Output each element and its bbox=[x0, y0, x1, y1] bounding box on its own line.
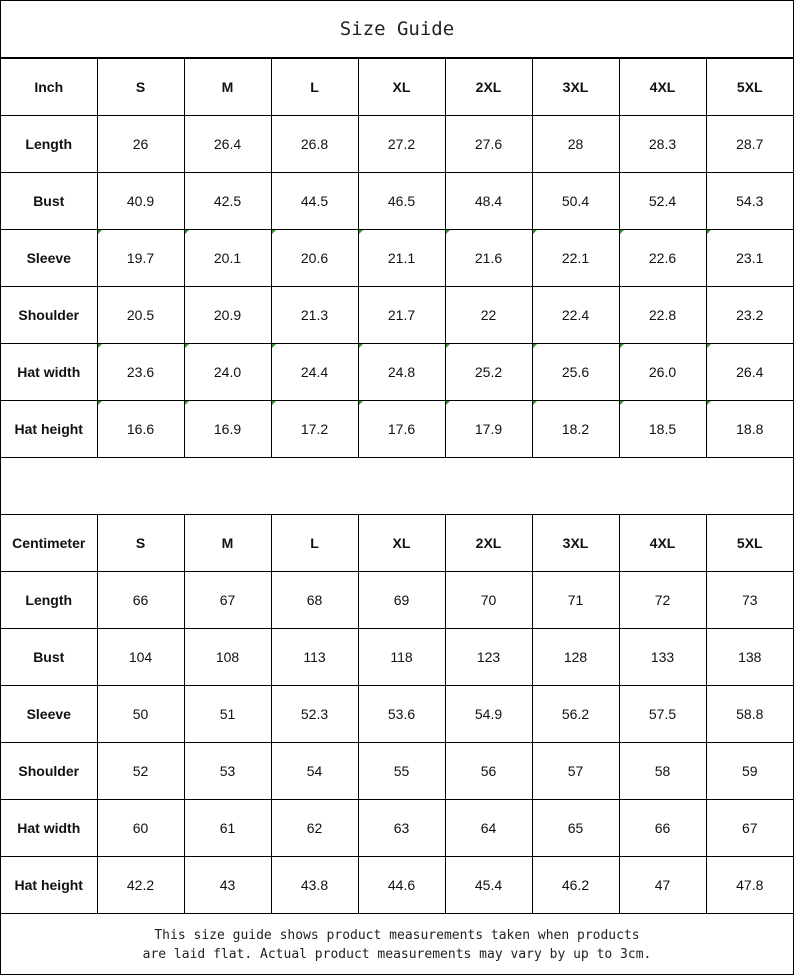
measurement-value-cell: 44.6 bbox=[358, 857, 445, 914]
measurement-value-cell: 72 bbox=[619, 572, 706, 629]
footnote-line-2: are laid flat. Actual product measurements may vary by up to 3cm. bbox=[142, 947, 652, 962]
measurement-value-cell: 54 bbox=[271, 743, 358, 800]
size-guide-sheet bbox=[1, 1, 793, 974]
measurement-value-cell: 65 bbox=[532, 800, 619, 857]
measurement-value-cell: 26.8 bbox=[271, 116, 358, 173]
measurement-value-cell: 22 bbox=[445, 287, 532, 344]
measurement-value-cell: 24.4 bbox=[271, 344, 358, 401]
measurement-value-cell: 22.1 bbox=[532, 230, 619, 287]
table-row bbox=[1, 800, 793, 857]
table-row bbox=[1, 173, 793, 230]
measurement-value-cell: 26 bbox=[97, 116, 184, 173]
measurement-value-cell: 53.6 bbox=[358, 686, 445, 743]
table-row bbox=[1, 857, 793, 914]
measurement-label-cell: Length bbox=[1, 572, 97, 629]
measurement-value-cell: 17.9 bbox=[445, 401, 532, 458]
measurement-value-cell: 138 bbox=[706, 629, 793, 686]
measurement-label-cell: Shoulder bbox=[1, 743, 97, 800]
measurement-value-cell: 104 bbox=[97, 629, 184, 686]
measurement-value-cell: 47.8 bbox=[706, 857, 793, 914]
measurement-value-cell: 113 bbox=[271, 629, 358, 686]
footnote-line-1: This size guide shows product measurements taken when products bbox=[154, 928, 640, 943]
unit-header-cell: Inch bbox=[1, 59, 97, 116]
size-header-cell: S bbox=[97, 515, 184, 572]
measurement-value-cell: 26.0 bbox=[619, 344, 706, 401]
measurement-value-cell: 68 bbox=[271, 572, 358, 629]
measurement-value-cell: 70 bbox=[445, 572, 532, 629]
measurement-value-cell: 56.2 bbox=[532, 686, 619, 743]
measurement-value-cell: 57 bbox=[532, 743, 619, 800]
measurement-value-cell: 23.1 bbox=[706, 230, 793, 287]
measurement-value-cell: 25.6 bbox=[532, 344, 619, 401]
measurement-value-cell: 73 bbox=[706, 572, 793, 629]
measurement-value-cell: 20.9 bbox=[184, 287, 271, 344]
measurement-label-cell: Hat width bbox=[1, 344, 97, 401]
measurement-value-cell: 40.9 bbox=[97, 173, 184, 230]
measurement-value-cell: 22.4 bbox=[532, 287, 619, 344]
measurement-label-cell: Hat height bbox=[1, 401, 97, 458]
size-header-cell: M bbox=[184, 515, 271, 572]
centimeter-size-table bbox=[1, 514, 793, 914]
measurement-value-cell: 44.5 bbox=[271, 173, 358, 230]
measurement-value-cell: 17.6 bbox=[358, 401, 445, 458]
measurement-value-cell: 46.2 bbox=[532, 857, 619, 914]
table-separator bbox=[1, 458, 793, 515]
measurement-value-cell: 71 bbox=[532, 572, 619, 629]
measurement-footnote bbox=[1, 914, 793, 964]
measurement-value-cell: 21.6 bbox=[445, 230, 532, 287]
measurement-value-cell: 26.4 bbox=[706, 344, 793, 401]
measurement-value-cell: 43.8 bbox=[271, 857, 358, 914]
measurement-value-cell: 54.3 bbox=[706, 173, 793, 230]
measurement-value-cell: 66 bbox=[619, 800, 706, 857]
size-header-cell: S bbox=[97, 59, 184, 116]
size-header-cell: XL bbox=[358, 59, 445, 116]
measurement-value-cell: 27.6 bbox=[445, 116, 532, 173]
measurement-label-cell: Sleeve bbox=[1, 230, 97, 287]
measurement-value-cell: 58.8 bbox=[706, 686, 793, 743]
measurement-value-cell: 25.2 bbox=[445, 344, 532, 401]
size-header-cell: 2XL bbox=[445, 515, 532, 572]
measurement-value-cell: 28.3 bbox=[619, 116, 706, 173]
measurement-value-cell: 23.2 bbox=[706, 287, 793, 344]
measurement-value-cell: 21.7 bbox=[358, 287, 445, 344]
measurement-value-cell: 61 bbox=[184, 800, 271, 857]
measurement-value-cell: 50.4 bbox=[532, 173, 619, 230]
measurement-value-cell: 27.2 bbox=[358, 116, 445, 173]
size-header-cell: M bbox=[184, 59, 271, 116]
measurement-value-cell: 21.3 bbox=[271, 287, 358, 344]
measurement-value-cell: 52.4 bbox=[619, 173, 706, 230]
measurement-value-cell: 19.7 bbox=[97, 230, 184, 287]
measurement-value-cell: 59 bbox=[706, 743, 793, 800]
measurement-value-cell: 60 bbox=[97, 800, 184, 857]
measurement-value-cell: 50 bbox=[97, 686, 184, 743]
measurement-value-cell: 48.4 bbox=[445, 173, 532, 230]
measurement-value-cell: 16.6 bbox=[97, 401, 184, 458]
measurement-value-cell: 28.7 bbox=[706, 116, 793, 173]
measurement-value-cell: 24.0 bbox=[184, 344, 271, 401]
size-header-cell: L bbox=[271, 515, 358, 572]
measurement-value-cell: 52 bbox=[97, 743, 184, 800]
measurement-value-cell: 17.2 bbox=[271, 401, 358, 458]
measurement-value-cell: 45.4 bbox=[445, 857, 532, 914]
measurement-value-cell: 21.1 bbox=[358, 230, 445, 287]
size-header-cell: 4XL bbox=[619, 59, 706, 116]
table-row bbox=[1, 116, 793, 173]
measurement-value-cell: 28 bbox=[532, 116, 619, 173]
measurement-value-cell: 63 bbox=[358, 800, 445, 857]
measurement-label-cell: Bust bbox=[1, 173, 97, 230]
measurement-value-cell: 56 bbox=[445, 743, 532, 800]
size-header-cell: XL bbox=[358, 515, 445, 572]
measurement-value-cell: 53 bbox=[184, 743, 271, 800]
size-header-cell: 5XL bbox=[706, 59, 793, 116]
measurement-value-cell: 128 bbox=[532, 629, 619, 686]
measurement-value-cell: 20.1 bbox=[184, 230, 271, 287]
measurement-value-cell: 52.3 bbox=[271, 686, 358, 743]
unit-header-cell: Centimeter bbox=[1, 515, 97, 572]
measurement-value-cell: 18.2 bbox=[532, 401, 619, 458]
measurement-label-cell: Bust bbox=[1, 629, 97, 686]
measurement-label-cell: Shoulder bbox=[1, 287, 97, 344]
measurement-value-cell: 18.5 bbox=[619, 401, 706, 458]
measurement-value-cell: 66 bbox=[97, 572, 184, 629]
table-row bbox=[1, 743, 793, 800]
measurement-value-cell: 18.8 bbox=[706, 401, 793, 458]
table-row bbox=[1, 230, 793, 287]
size-header-cell: 4XL bbox=[619, 515, 706, 572]
size-guide-title: Size Guide bbox=[1, 1, 793, 58]
measurement-value-cell: 62 bbox=[271, 800, 358, 857]
measurement-value-cell: 67 bbox=[184, 572, 271, 629]
measurement-value-cell: 118 bbox=[358, 629, 445, 686]
measurement-value-cell: 67 bbox=[706, 800, 793, 857]
measurement-value-cell: 108 bbox=[184, 629, 271, 686]
measurement-label-cell: Length bbox=[1, 116, 97, 173]
measurement-value-cell: 123 bbox=[445, 629, 532, 686]
measurement-value-cell: 23.6 bbox=[97, 344, 184, 401]
size-header-cell: 3XL bbox=[532, 515, 619, 572]
measurement-value-cell: 22.8 bbox=[619, 287, 706, 344]
measurement-value-cell: 24.8 bbox=[358, 344, 445, 401]
measurement-value-cell: 46.5 bbox=[358, 173, 445, 230]
measurement-value-cell: 42.5 bbox=[184, 173, 271, 230]
table-row bbox=[1, 629, 793, 686]
measurement-label-cell: Hat width bbox=[1, 800, 97, 857]
measurement-value-cell: 69 bbox=[358, 572, 445, 629]
measurement-value-cell: 51 bbox=[184, 686, 271, 743]
measurement-label-cell: Sleeve bbox=[1, 686, 97, 743]
measurement-value-cell: 20.5 bbox=[97, 287, 184, 344]
table-header-row bbox=[1, 515, 793, 572]
size-header-cell: 5XL bbox=[706, 515, 793, 572]
inch-size-table bbox=[1, 58, 793, 458]
measurement-value-cell: 64 bbox=[445, 800, 532, 857]
measurement-value-cell: 26.4 bbox=[184, 116, 271, 173]
table-row bbox=[1, 287, 793, 344]
table-row bbox=[1, 344, 793, 401]
size-header-cell: L bbox=[271, 59, 358, 116]
measurement-value-cell: 43 bbox=[184, 857, 271, 914]
table-header-row bbox=[1, 59, 793, 116]
measurement-value-cell: 133 bbox=[619, 629, 706, 686]
measurement-value-cell: 42.2 bbox=[97, 857, 184, 914]
size-header-cell: 3XL bbox=[532, 59, 619, 116]
measurement-value-cell: 47 bbox=[619, 857, 706, 914]
measurement-value-cell: 58 bbox=[619, 743, 706, 800]
size-header-cell: 2XL bbox=[445, 59, 532, 116]
measurement-value-cell: 55 bbox=[358, 743, 445, 800]
measurement-value-cell: 22.6 bbox=[619, 230, 706, 287]
measurement-value-cell: 20.6 bbox=[271, 230, 358, 287]
measurement-value-cell: 16.9 bbox=[184, 401, 271, 458]
table-row bbox=[1, 572, 793, 629]
measurement-value-cell: 57.5 bbox=[619, 686, 706, 743]
table-row bbox=[1, 686, 793, 743]
table-row bbox=[1, 401, 793, 458]
measurement-label-cell: Hat height bbox=[1, 857, 97, 914]
measurement-value-cell: 54.9 bbox=[445, 686, 532, 743]
